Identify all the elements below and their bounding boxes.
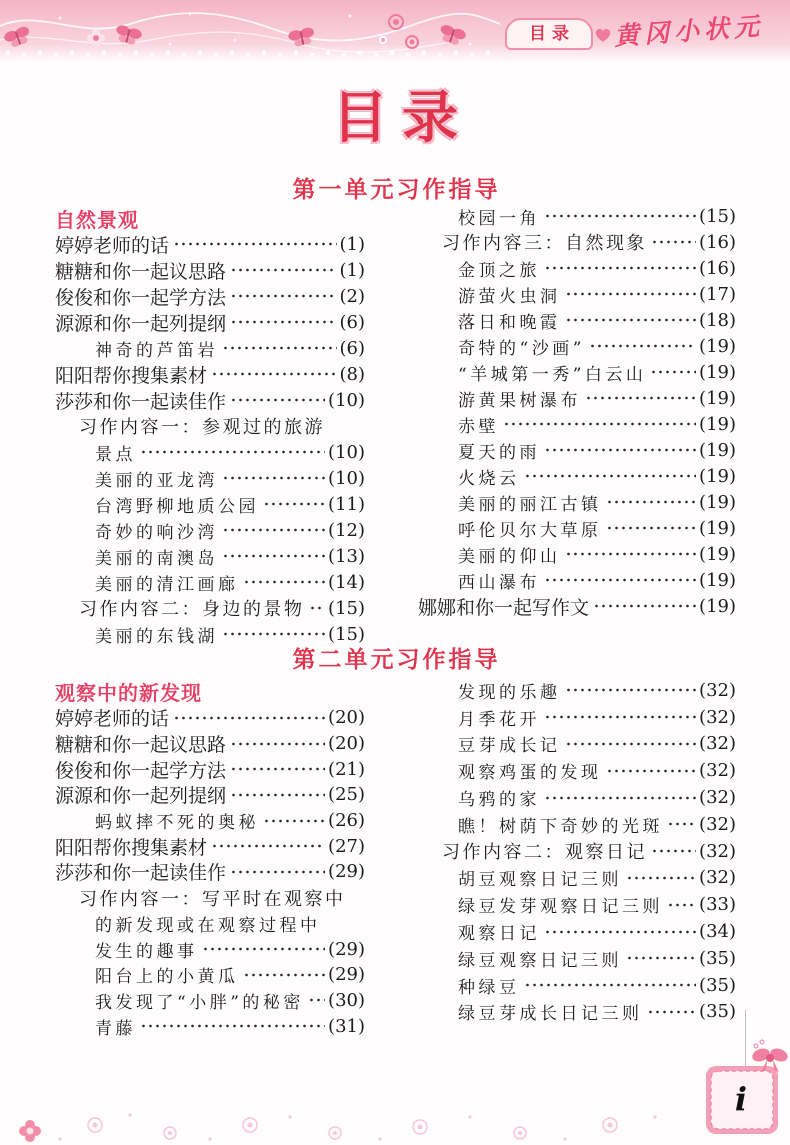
heart-icon [594, 26, 612, 44]
toc-entry [418, 385, 736, 411]
toc-entry [418, 972, 736, 999]
toc-entry [55, 309, 365, 335]
toc-entry [55, 936, 365, 962]
toc-entry-title: 糖糖和你一起议思路 [55, 734, 227, 757]
toc-entry [418, 593, 736, 619]
toc-entry-page-number: (19) [699, 361, 736, 383]
flower-icon [19, 1120, 41, 1142]
toc-entry-page-number: (29) [328, 938, 365, 960]
toc-entry-page-number: (19) [699, 465, 736, 487]
dot-leader [647, 1007, 697, 1017]
toc-entry-page-number: (12) [328, 519, 365, 541]
toc-entry-page-number: (30) [328, 989, 365, 1011]
unit2-right-column [418, 677, 736, 1025]
dot-leader [565, 739, 697, 749]
toc-entry [418, 489, 736, 515]
toc-entry [55, 1013, 365, 1039]
dot-leader [626, 873, 696, 883]
dot-leader [140, 1021, 325, 1031]
toc-entry-title: 夏天的雨 [458, 442, 540, 463]
toc-entry [55, 361, 365, 387]
toc-entry [55, 911, 365, 937]
dot-leader [309, 603, 326, 613]
toc-entry-title: 奇妙的响沙湾 [95, 522, 218, 543]
dot-leader [230, 739, 325, 749]
toc-entry-title: 发现的乐趣 [458, 682, 561, 703]
toc-entry-title: 婷婷老师的话 [55, 234, 170, 257]
unit1-right-column [418, 203, 736, 619]
toc-entry [55, 335, 365, 361]
toc-entry [55, 231, 365, 257]
dot-leader [173, 239, 336, 249]
toc-entry-page-number: (19) [699, 439, 736, 461]
toc-entry-page-number: (32) [699, 733, 736, 755]
toc-entry-title: 俊俊和你一起学方法 [55, 759, 227, 782]
toc-entry-page-number: (19) [699, 387, 736, 409]
toc-entry-title: 美丽的仰山 [458, 546, 561, 567]
toc-entry-title: 游萤火虫洞 [458, 286, 561, 307]
flower-icon [379, 36, 387, 44]
toc-entry-page-number: (11) [328, 493, 365, 515]
toc-entry-title: 美丽的清江画廊 [95, 574, 239, 595]
toc-entry [418, 515, 736, 541]
dot-leader [173, 713, 325, 723]
toc-entry [418, 784, 736, 811]
category-heading: 观察中的新发现 [55, 680, 202, 705]
toc-entry-title: 习作内容二：身边的景物 [79, 599, 305, 620]
toc-entry [55, 731, 365, 757]
toc-entry-page-number: (31) [328, 1015, 365, 1037]
toc-entry [418, 463, 736, 489]
dot-leader [524, 471, 697, 481]
toc-entry [55, 465, 365, 491]
dot-leader [230, 265, 336, 275]
toc-entry [55, 439, 365, 465]
dot-leader [606, 523, 697, 533]
dot-leader [222, 629, 325, 639]
toc-entry [55, 756, 365, 782]
toc-entry-title: 阳台上的小黄瓜 [95, 967, 239, 988]
toc-entry-title: 我发现了“小胖”的秘密 [95, 992, 304, 1013]
toc-entry-title: 俊俊和你一起学方法 [55, 286, 227, 309]
toc-entry-title: 月季花开 [458, 709, 540, 730]
toc-entry [418, 704, 736, 731]
toc-entry [55, 517, 365, 543]
toc-entry-title: 游黄果树瀑布 [458, 390, 581, 411]
dot-leader [606, 497, 697, 507]
toc-entry-page-number: (29) [328, 964, 365, 986]
toc-entry-page-number: (27) [328, 835, 365, 857]
dot-leader [140, 447, 325, 457]
toc-entry [418, 541, 736, 567]
toc-entry [55, 413, 365, 439]
dot-leader [230, 790, 325, 800]
toc-entry [55, 257, 365, 283]
dot-leader [230, 291, 336, 301]
toc-entry-title: 绿豆发芽观察日记三则 [458, 897, 663, 918]
toc-entry [418, 229, 736, 255]
toc-entry-page-number: (25) [328, 784, 365, 806]
dot-leader [202, 944, 326, 954]
toc-entry-page-number: (32) [699, 840, 736, 862]
toc-entry-page-number: (33) [699, 894, 736, 916]
toc-entry-page-number: (19) [699, 543, 736, 565]
toc-entry-title: 莎莎和你一起读佳作 [55, 862, 227, 885]
series-logo: 黄冈小状元 [613, 11, 765, 51]
dot-leader [544, 211, 696, 221]
toc-entry-title: 呼伦贝尔大草原 [458, 520, 602, 541]
toc-entry-title: 阳阳帮你搜集素材 [55, 836, 208, 859]
toc-entry-title: 观察鸡蛋的发现 [458, 763, 602, 784]
toc-entry-title: 绿豆芽成长日记三则 [458, 1004, 643, 1025]
toc-entry-title: 乌鸦的家 [458, 790, 540, 811]
toc-entry-page-number: (2) [339, 285, 365, 307]
toc-entry [55, 569, 365, 595]
toc-entry-page-number: (19) [699, 517, 736, 539]
dot-leader [544, 793, 696, 803]
dot-leader [503, 419, 696, 429]
toc-entry-title: 景点 [95, 444, 136, 465]
toc-entry [418, 255, 736, 281]
toc-entry-page-number: (19) [699, 595, 736, 617]
unit-heading: 第二单元习作指导 [292, 647, 501, 673]
toc-entry-title: 西山瀑布 [458, 572, 540, 593]
toc-entry-title: “羊城第一秀”白云山 [458, 364, 647, 385]
toc-entry-title: 胡豆观察日记三则 [458, 870, 622, 891]
toc-entry [418, 307, 736, 333]
toc-entry-page-number: (6) [339, 337, 365, 359]
dot-leader [211, 841, 325, 851]
toc-entry-title: 习作内容二：观察日记 [442, 842, 647, 864]
dot-leader [667, 900, 696, 910]
toc-entry [418, 999, 736, 1026]
toc-entry-title: 绿豆观察日记三则 [458, 950, 622, 971]
toc-entry [55, 491, 365, 517]
toc-entry-title: 校园一角 [458, 208, 540, 229]
dot-leader [263, 816, 325, 826]
page-number: i [734, 1080, 748, 1118]
toc-entry-page-number: (35) [699, 947, 736, 969]
toc-entry-title: 美丽的丽江古镇 [458, 494, 602, 515]
dot-leader [565, 549, 697, 559]
toc-entry-title: 赤壁 [458, 416, 499, 437]
toc-entry-title: 豆芽成长记 [458, 736, 561, 757]
toc-entry-title: 美丽的南澳岛 [95, 548, 218, 569]
dot-leader [230, 867, 325, 877]
toc-entry [418, 865, 736, 892]
toc-entry-title: 台湾野柳地质公园 [95, 496, 259, 517]
toc-entry-title: 的新发现或在观察过程中 [95, 915, 321, 936]
toc-entry [418, 838, 736, 865]
toc-entry-page-number: (32) [699, 787, 736, 809]
toc-entry [418, 333, 736, 359]
toc-entry-title: 青藤 [95, 1018, 136, 1039]
toc-entry [418, 567, 736, 593]
dot-leader [263, 499, 325, 509]
dot-leader [606, 766, 697, 776]
toc-entry-page-number: (16) [699, 257, 736, 279]
toc-entry-title: 习作内容一：写平时在观察中 [79, 888, 346, 910]
toc-entry [55, 808, 365, 834]
toc-entry-title: 婷婷老师的话 [55, 708, 170, 731]
toc-entry-page-number: (10) [328, 389, 365, 411]
toc-entry-page-number: (29) [328, 861, 365, 883]
toc-entry [418, 811, 736, 838]
toc-entry-title: 发生的趣事 [95, 941, 198, 962]
toc-entry-page-number: (17) [699, 283, 736, 305]
toc-entry-page-number: (18) [699, 309, 736, 331]
toc-entry-page-number: (21) [328, 758, 365, 780]
toc-entry-title: 美丽的亚龙湾 [95, 470, 218, 491]
toc-entry-title: 阳阳帮你搜集素材 [55, 364, 208, 387]
toc-entry-page-number: (32) [699, 706, 736, 728]
toc-entry-page-number: (1) [339, 259, 365, 281]
dot-leader [308, 995, 325, 1005]
dot-leader [544, 927, 696, 937]
toc-entry-page-number: (19) [699, 491, 736, 513]
category-heading: 自然景观 [55, 207, 139, 231]
toc-entry-page-number: (8) [339, 363, 365, 385]
unit2-left-column [55, 677, 365, 1039]
toc-entry-page-number: (6) [339, 311, 365, 333]
toc-entry [55, 595, 365, 621]
toc-entry-page-number: (10) [328, 441, 365, 463]
toc-entry-page-number: (15) [328, 597, 365, 619]
dot-leader [222, 551, 325, 561]
section-tab-label: 目录 [505, 18, 593, 50]
dot-leader [585, 393, 696, 403]
toc-entry-page-number: (35) [699, 974, 736, 996]
toc-entry [418, 731, 736, 758]
toc-entry-title: 糖糖和你一起议思路 [55, 260, 227, 283]
page-title: 目录 [332, 86, 472, 151]
toc-entry-title: 习作内容一：参观过的旅游 [79, 417, 325, 438]
toc-entry [55, 387, 365, 413]
dot-leader [565, 315, 697, 325]
dot-leader [230, 395, 325, 405]
toc-entry-title: 种绿豆 [458, 977, 520, 998]
toc-entry-page-number: (32) [699, 760, 736, 782]
unit1-left-column [55, 205, 365, 647]
toc-entry [418, 918, 736, 945]
unit-heading: 第一单元习作指导 [292, 177, 501, 203]
dot-leader [222, 525, 325, 535]
toc-entry [418, 203, 736, 229]
toc-entry-page-number: (14) [328, 571, 365, 593]
dot-leader [651, 846, 696, 856]
dot-leader [230, 764, 325, 774]
toc-entry-page-number: (15) [328, 623, 365, 645]
dot-leader [243, 970, 326, 980]
toc-entry-title: 蚂蚁摔不死的奥秘 [95, 813, 259, 834]
dot-leader [650, 367, 696, 377]
toc-entry-title: 奇特的“沙画” [458, 338, 585, 359]
toc-entry [55, 782, 365, 808]
toc-entry-page-number: (19) [699, 413, 736, 435]
toc-entry [418, 891, 736, 918]
toc-entry [55, 859, 365, 885]
toc-entry-page-number: (35) [699, 1001, 736, 1023]
toc-entry-title: 莎莎和你一起读佳作 [55, 390, 227, 413]
toc-entry [55, 543, 365, 569]
toc-entry [55, 621, 365, 647]
toc-entry-title: 源源和你一起列提纲 [55, 312, 227, 335]
dot-leader [589, 341, 696, 351]
dot-leader [565, 685, 697, 695]
toc-entry [418, 411, 736, 437]
dot-leader [222, 473, 325, 483]
toc-entry-title: 金顶之旅 [458, 260, 540, 281]
dot-leader [222, 343, 337, 353]
toc-entry-title: 火烧云 [458, 468, 520, 489]
toc-entry-title: 神奇的芦笛岩 [95, 340, 218, 361]
toc-entry-page-number: (34) [699, 921, 736, 943]
toc-entry-page-number: (13) [328, 545, 365, 567]
toc-entry-page-number: (10) [328, 467, 365, 489]
toc-entry-page-number: (19) [699, 335, 736, 357]
toc-entry-page-number: (15) [699, 205, 736, 227]
dot-leader [211, 369, 336, 379]
toc-entry-page-number: (20) [328, 733, 365, 755]
toc-entry-title: 落日和晚霞 [458, 312, 561, 333]
dot-leader [651, 237, 696, 247]
dot-leader [544, 263, 696, 273]
toc-entry-title: 源源和你一起列提纲 [55, 785, 227, 808]
toc-entry-page-number: (19) [699, 569, 736, 591]
toc-entry-title: 瞧！树荫下奇妙的光斑 [458, 816, 663, 837]
toc-entry-title: 习作内容三：自然现象 [442, 233, 647, 254]
toc-entry [55, 833, 365, 859]
toc-entry [418, 757, 736, 784]
toc-entry-page-number: (26) [328, 810, 365, 832]
dot-leader [243, 577, 326, 587]
toc-entry [55, 705, 365, 731]
dot-leader [544, 712, 696, 722]
toc-entry-page-number: (32) [699, 867, 736, 889]
toc-entry [55, 962, 365, 988]
toc-entry [55, 885, 365, 911]
toc-entry [55, 283, 365, 309]
toc-entry-title: 娜娜和你一起写作文 [418, 596, 590, 619]
toc-entry-page-number: (1) [339, 233, 365, 255]
toc-entry-page-number: (32) [699, 813, 736, 835]
toc-entry [418, 359, 736, 385]
toc-entry-page-number: (32) [699, 679, 736, 701]
toc-entry [418, 677, 736, 704]
toc-entry [418, 281, 736, 307]
toc-entry [55, 988, 365, 1014]
toc-entry-page-number: (16) [699, 231, 736, 253]
dot-leader [544, 445, 696, 455]
dot-leader [524, 980, 697, 990]
toc-entry [418, 437, 736, 463]
bottom-decorative-band [0, 1095, 700, 1145]
dot-leader [544, 575, 696, 585]
toc-entry-page-number: (20) [328, 707, 365, 729]
dot-leader [230, 317, 336, 327]
toc-entry [418, 945, 736, 972]
dot-leader [565, 289, 697, 299]
toc-entry-title: 观察日记 [458, 924, 540, 945]
dot-leader [667, 819, 696, 829]
dot-leader [626, 953, 696, 963]
dot-leader [593, 601, 696, 611]
toc-entry-title: 美丽的东钱湖 [95, 626, 218, 647]
